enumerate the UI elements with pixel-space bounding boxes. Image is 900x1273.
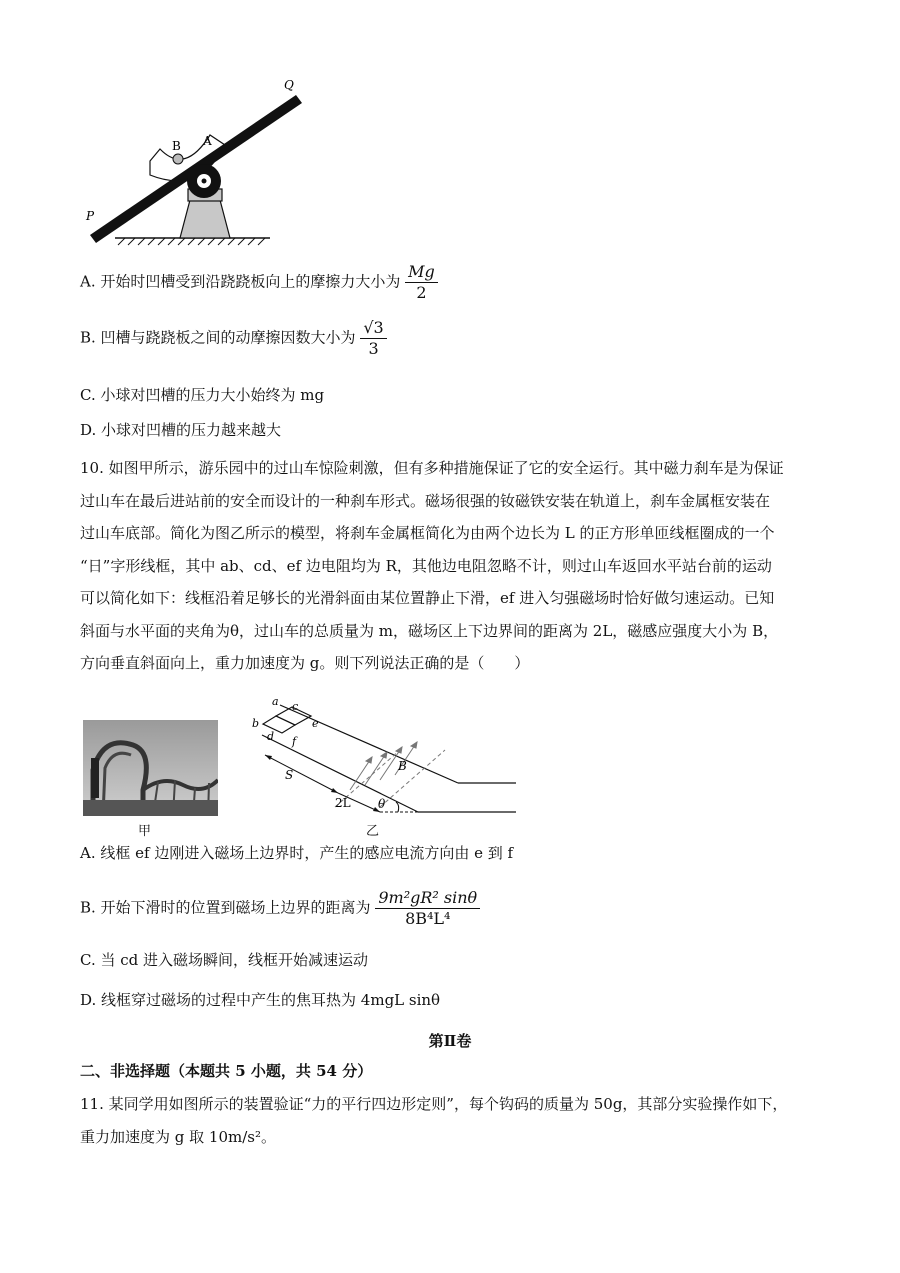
incline-diagram [240,695,530,820]
fraction: $\frac{Mg}{2}$ [405,262,438,303]
q9-option-b: B. 凹槽与跷跷板之间的动摩擦因数大小为 $\frac{√3}{3}$ [80,318,387,359]
q10-option-c: C. 当 cd 进入磁场瞬间，线框开始减速运动 [80,951,369,969]
label-p: P [86,209,95,223]
seesaw-figure [80,75,320,250]
label-theta: θ [378,797,386,811]
label-b: B [172,139,181,153]
rollercoaster-photo [83,720,218,816]
label-c: c [292,700,299,713]
fraction: $\frac{\text{9m²gR² sinθ}}{\text{8B⁴L⁴}}$ [375,888,480,929]
q9-option-d: D. 小球对凹槽的压力越来越大 [80,421,282,439]
label-yi: 乙 [366,824,380,839]
section-heading: 二、非选择题（本题共 5 小题，共 54 分） [80,1062,373,1080]
fraction: $\frac{√3}{3}$ [360,318,386,359]
part-title: 第Ⅱ卷 [428,1032,472,1050]
q11-stem: 11. 某同学用如图所示的装置验证“力的平行四边形定则”，每个钩码的质量为 50g，其部分实验操作如下， 重力加速度为 g 取 10m/s²。 [80,1095,788,1146]
label-q: Q [284,78,294,92]
label-a: A [203,134,212,148]
q10-stem: 10. 如图甲所示，游乐园中的过山车惊险刺激，但有多种措施保证了它的安全运行。其中磁力刹车是为保证 过山车在最后进站前的安全而设计的一种刹车形式。磁场很强的钕磁铁安装在轨道上，刹车金属框安装在 过山车底部。简化为图乙所示的模型，将刹车金属框简化为由两个边长为 L 的正方形单匝线框圈成的一个 “日”字形线框，其中 ab、cd、ef 边电阻均为 R，其他边电阻忽略不计，则过山车返回水平站台前的运动 可以简化如下：线框沿着足够长的光滑斜面由某位置静止下滑，ef 进入匀强磁场时恰好做匀速运动。已知 斜面与水平面的夹角为θ，过山车的总质量为 m，磁场区上下边界间的距离为 2L，磁感应强度大小为 B， 方向垂直斜面向上，重力加速度为 g。则下列说法正确的是（ ） [80,459,784,672]
label-e: e [312,717,319,730]
label-f: f [292,735,297,748]
label-d: d [267,730,275,743]
label-jia: 甲 [138,824,152,839]
q9-option-a: A. 开始时凹槽受到沿跷跷板向上的摩擦力大小为 $\frac{Mg}{2}$ [80,262,438,303]
q9-option-c: C. 小球对凹槽的压力大小始终为 mg [80,386,325,404]
label-b: b [252,717,260,730]
label-2l: 2L [335,796,351,810]
label-s: S [285,768,294,782]
q10-option-d: D. 线框穿过磁场的过程中产生的焦耳热为 4mgL sinθ [80,991,441,1009]
q10-option-a: A. 线框 ef 边刚进入磁场上边界时，产生的感应电流方向由 e 到 f [80,844,514,862]
label-field-b: B [398,759,407,773]
label-a: a [272,695,279,708]
q10-option-b: B. 开始下滑时的位置到磁场上边界的距离为 $\frac{\text{9m²gR² sinθ}}{\text{8B⁴L⁴}}$ [80,888,480,929]
